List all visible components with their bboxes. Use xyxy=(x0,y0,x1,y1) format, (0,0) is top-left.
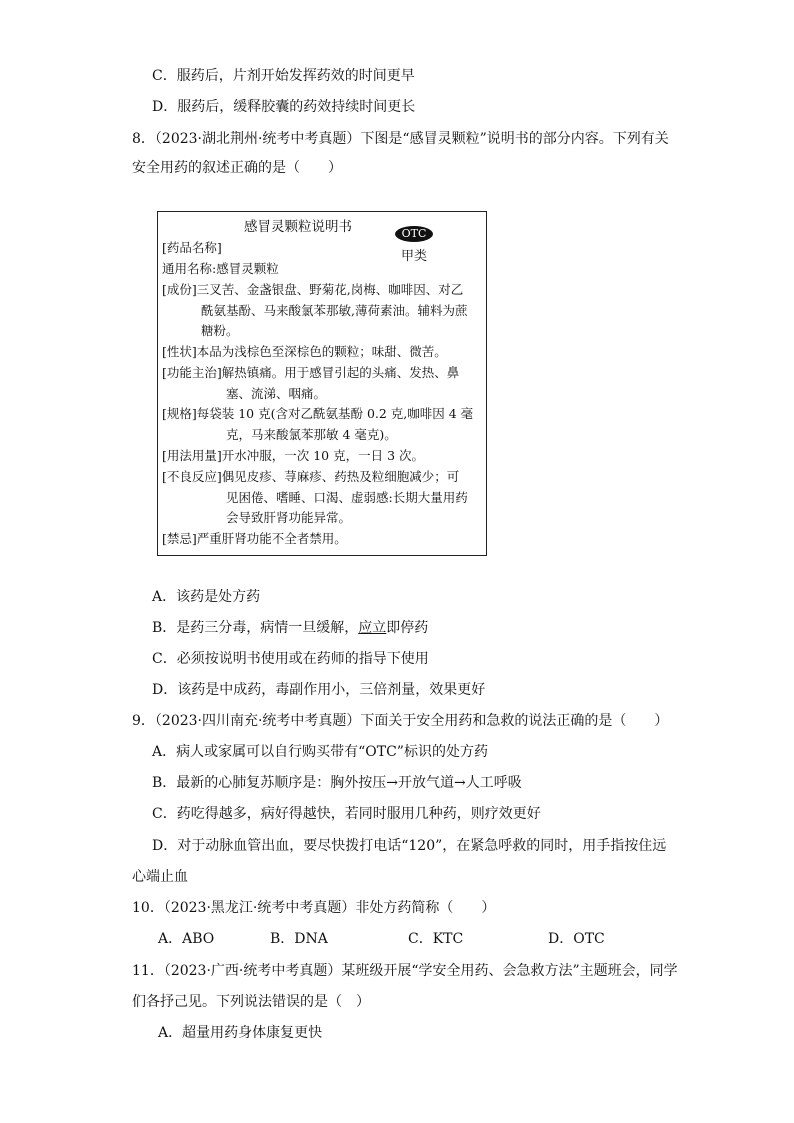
q9-option-c: C．药吃得越多，病好得越快，若同时服用几种药，则疗效更好 xyxy=(152,806,541,822)
q10-option-d: D．OTC xyxy=(548,931,605,947)
q10-option-b: B．DNA xyxy=(270,931,328,947)
otc-badge: OTC xyxy=(395,226,433,242)
q8-option-a: A．该药是处方药 xyxy=(152,589,261,605)
leaflet-row: [规格]每袋装 10 克(含对乙酰氨基酚 0.2 克,咖啡因 4 毫 xyxy=(162,406,474,421)
q11-stem-line2: 们各抒己见。下列说法错误的是（ ） xyxy=(132,994,370,1010)
leaflet-row: [功能主治]解热镇痛。用于感冒引起的头痛、发热、鼻 xyxy=(162,365,460,380)
q9-option-a: A．病人或家属可以自行购买带有“OTC”标识的处方药 xyxy=(152,744,488,760)
leaflet-title: 感冒灵颗粒说明书 xyxy=(244,219,352,235)
leaflet-row: [用法用量]开水冲服，一次 10 克，一日 3 次。 xyxy=(162,448,425,463)
q8-option-c: C．必须按说明书使用或在药师的指导下使用 xyxy=(152,651,429,667)
leaflet-row: [成份]三叉苦、金盏银盘、野菊花,岗梅、咖啡因、对乙 xyxy=(162,282,464,297)
q9-stem: 9．（2023·四川南充·统考中考真题）下面关于安全用药和急救的说法正确的是（ ） xyxy=(132,713,669,729)
leaflet-row: 通用名称:感冒灵颗粒 xyxy=(162,261,279,276)
leaflet-row: 见困倦、嗜睡、口渴、虚弱感:长期大量用药 xyxy=(226,490,468,505)
q8-option-b: B．是药三分毒，病情一旦缓解，应立即停药 xyxy=(152,620,429,636)
q10-option-a: A．ABO xyxy=(158,931,215,947)
q8-stem-line2: 安全用药的叙述正确的是（ ） xyxy=(132,160,342,176)
q10-option-c: C．KTC xyxy=(408,931,464,947)
q9-option-d-line2: 心端止血 xyxy=(132,869,188,885)
q10-stem: 10．（2023·黑龙江·统考中考真题）非处方药简称（ ） xyxy=(132,900,496,916)
leaflet-row: 会导致肝肾功能异常。 xyxy=(226,510,352,525)
leaflet-row: 糖粉。 xyxy=(201,323,239,338)
q11-option-a: A．超量用药身体康复更快 xyxy=(158,1025,323,1041)
leaflet-category: 甲类 xyxy=(401,249,428,264)
q9-option-d-line1: D．对于动脉血管出血，要尽快拨打电话“120”，在紧急呼救的同时，用手指按住远 xyxy=(152,838,667,854)
leaflet-row: [禁忌]严重肝肾功能不全者禁用。 xyxy=(162,531,347,546)
q8-stem-line1: 8．（2023·湖北荆州·统考中考真题）下图是“感冒灵颗粒”说明书的部分内容。下列有关 xyxy=(132,131,669,147)
q7-option-c: C．服药后，片剂开始发挥药效的时间更早 xyxy=(152,68,415,84)
leaflet-row: 克，马来酸氯苯那敏 4 毫克)。 xyxy=(226,427,397,442)
q7-option-d: D．服药后，缓释胶囊的药效持续时间更长 xyxy=(152,99,416,115)
q8-option-d: D．该药是中成药，毒副作用小，三倍剂量，效果更好 xyxy=(152,682,486,698)
q11-stem-line1: 11．（2023·广西·统考中考真题）某班级开展“学安全用药、会急救方法”主题班会，同学 xyxy=(132,963,678,979)
leaflet-row: [不良反应]偶见皮疹、荨麻疹、药热及粒细胞减少；可 xyxy=(162,469,460,484)
q9-option-b: B．最新的心肺复苏顺序是：胸外按压→开放气道→人工呼吸 xyxy=(152,775,522,791)
leaflet-row: [药品名称] xyxy=(162,240,222,255)
leaflet-row: 塞、流涕、咽痛。 xyxy=(226,386,327,401)
leaflet-row: [性状]本品为浅棕色至深棕色的颗粒；味甜、微苦。 xyxy=(162,344,447,359)
leaflet-row: 酰氨基酚、马来酸氯苯那敏,薄荷素油。辅料为蔗 xyxy=(201,303,468,318)
